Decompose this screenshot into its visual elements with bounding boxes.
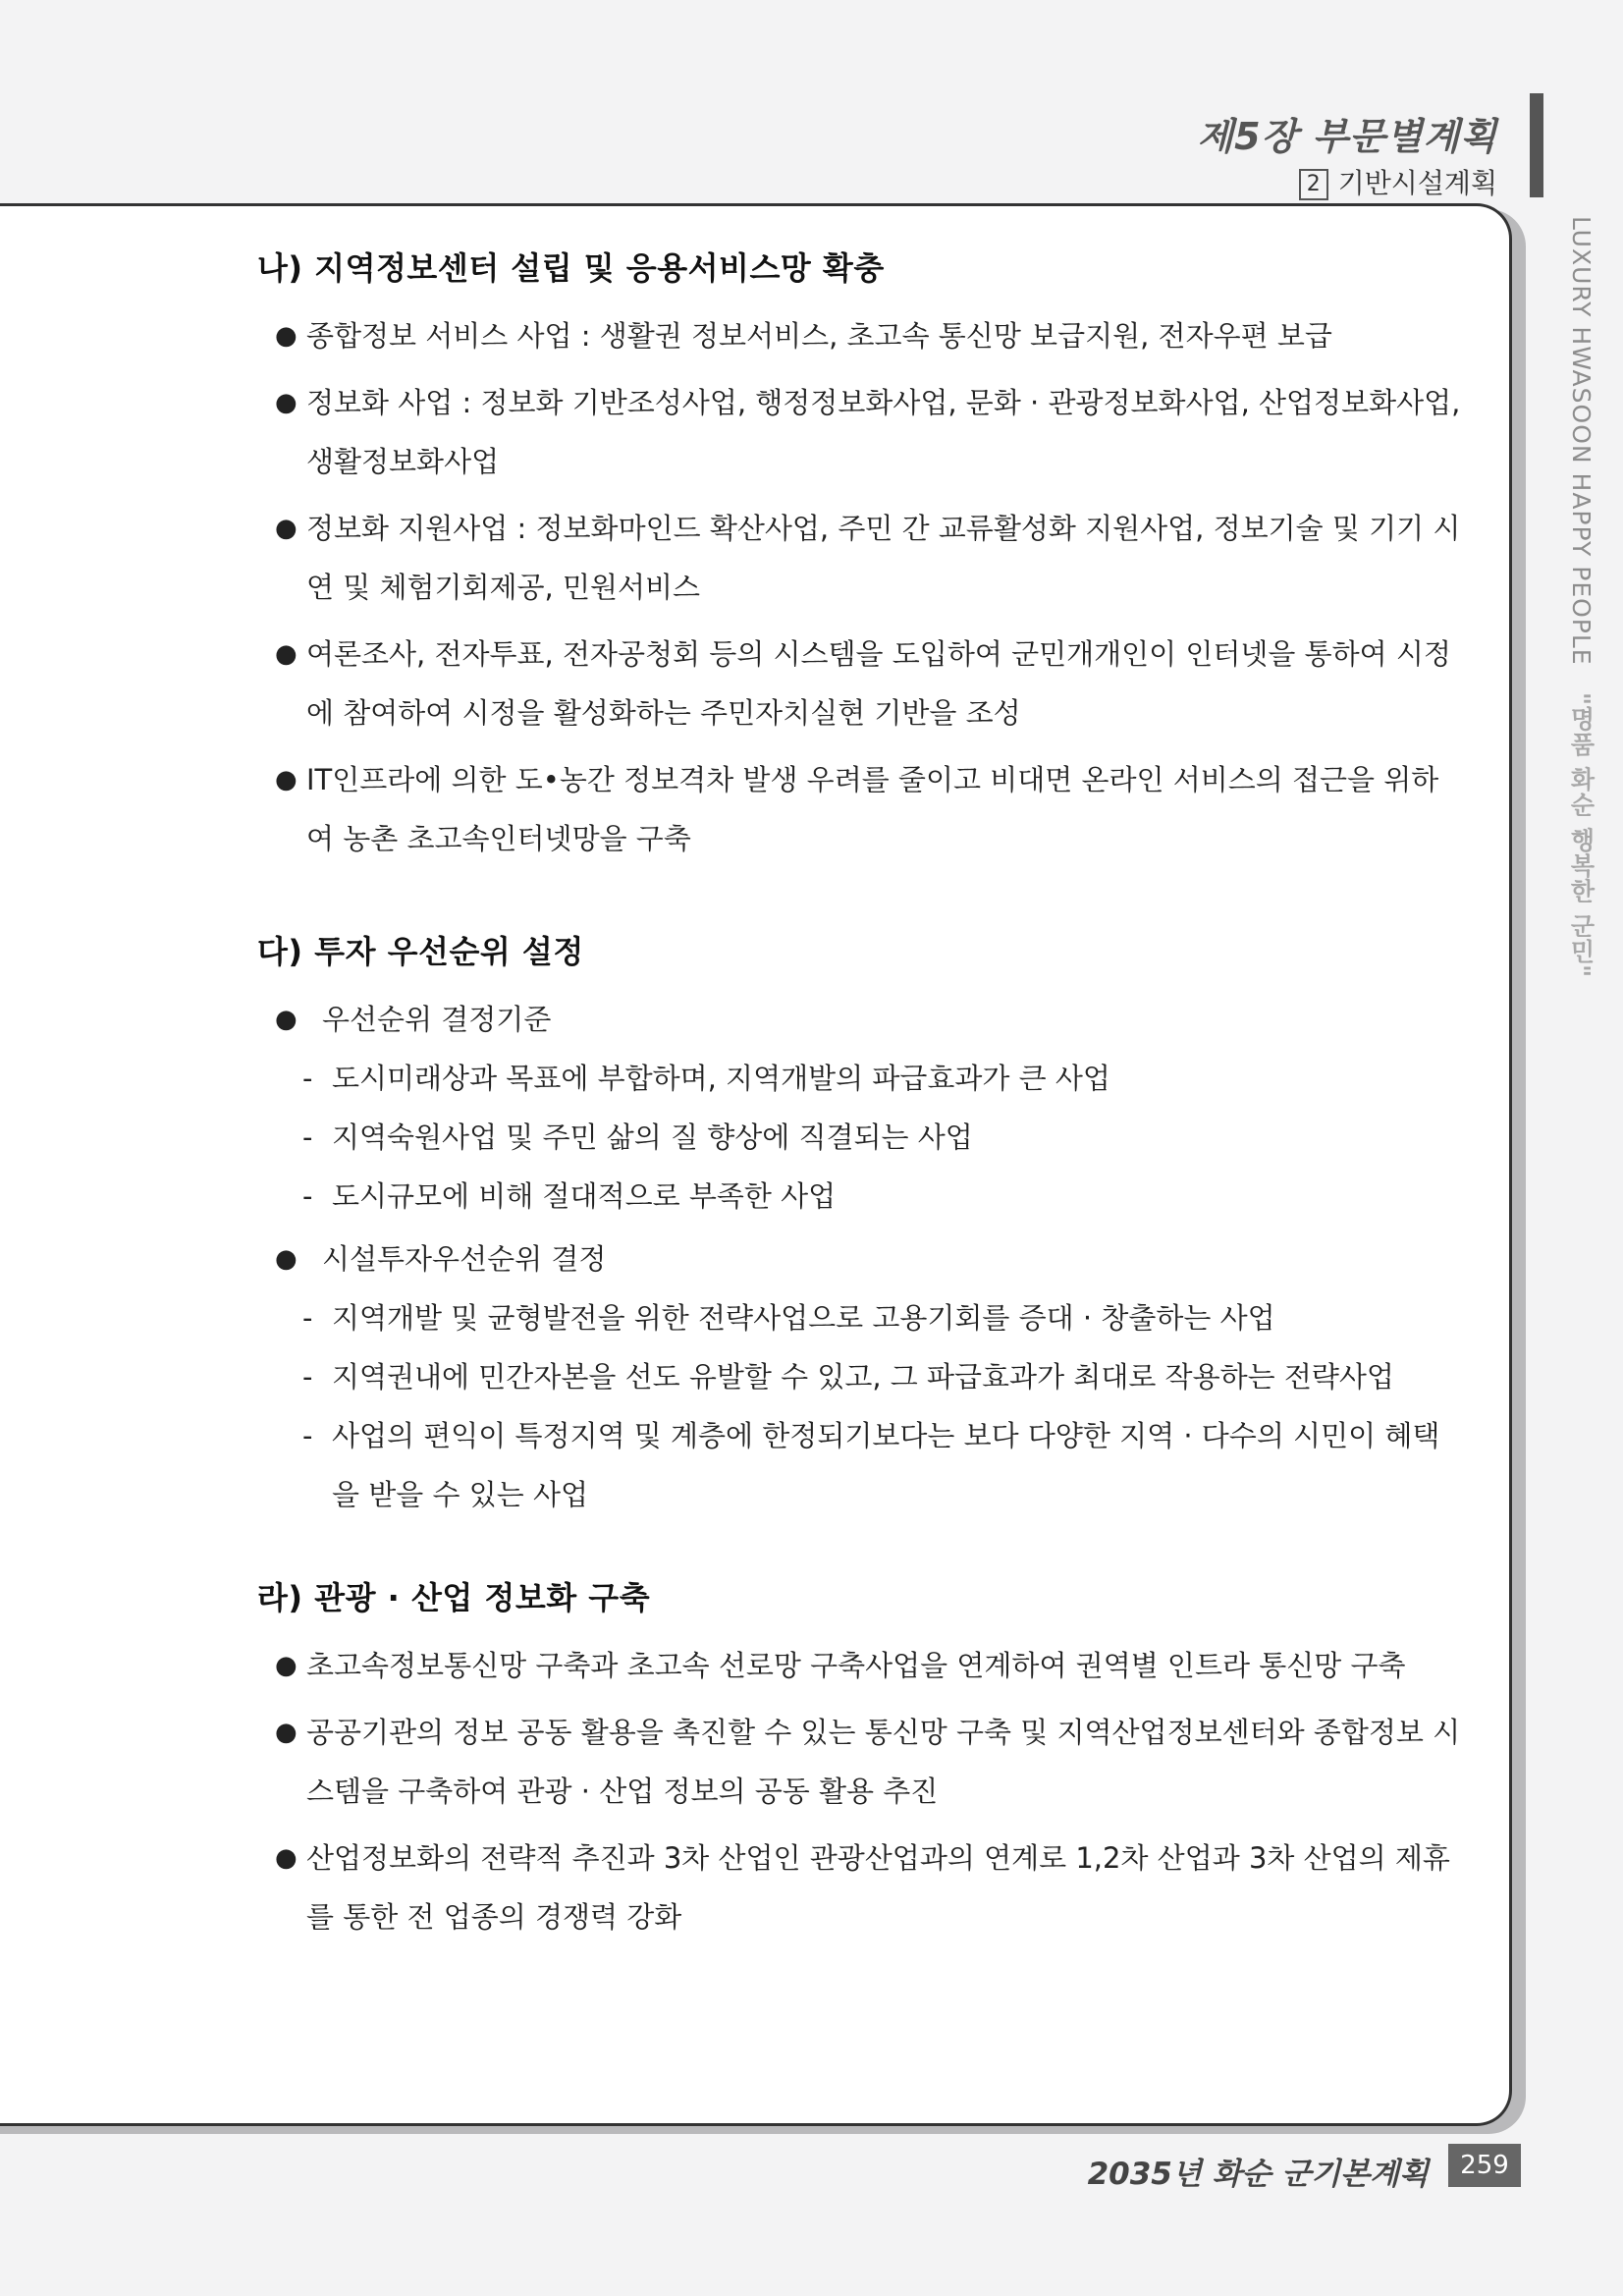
dash-icon: - xyxy=(302,1062,313,1095)
section-subtitle xyxy=(1299,162,1497,201)
facility-priority xyxy=(257,1230,1465,1524)
bullet-icon: ● xyxy=(275,514,298,543)
group-title-text: 우선순위 결정기준 xyxy=(322,1003,552,1036)
dash-item xyxy=(257,1108,1465,1167)
bullet-icon: ● xyxy=(275,765,298,794)
bullet-icon: ● xyxy=(275,1718,298,1747)
side-slogan-korean: "명품 화순 행복한 군민" xyxy=(1567,691,1596,978)
list-item-text: 초고속정보통신망 구축과 초고속 선로망 구축사업을 연계하여 권역별 인트라 통신망 구축 xyxy=(306,1649,1406,1682)
list-item xyxy=(257,306,1465,365)
dash-icon: - xyxy=(302,1360,313,1394)
list-item-text: IT인프라에 의한 도•농간 정보격차 발생 우려를 줄이고 비대면 온라인 서비스의 접근을 위하여 농촌 초고속인터넷망을 구축 xyxy=(306,763,1439,855)
group-title-text: 시설투자우선순위 결정 xyxy=(322,1242,607,1276)
section-investment-priority xyxy=(257,927,1465,1524)
section-tourism-industry xyxy=(257,1573,1465,1946)
dash-icon: - xyxy=(302,1419,313,1452)
section-info-center xyxy=(257,244,1465,868)
page-number: 259 xyxy=(1448,2144,1521,2187)
dash-item xyxy=(257,1347,1465,1406)
list-item-text: 여론조사, 전자투표, 전자공청회 등의 시스템을 도입하여 군민개개인이 인터넷을 통하여 시정에 참여하여 시정을 활성화하는 주민자치실현 기반을 조성 xyxy=(306,637,1451,730)
dash-item xyxy=(257,1406,1465,1524)
dash-item-text: 지역숙원사업 및 주민 삶의 질 향상에 직결되는 사업 xyxy=(332,1121,973,1154)
list-item xyxy=(257,1829,1465,1946)
chapter-title: 제5장 부문별계획 xyxy=(1197,115,1497,158)
side-slogan xyxy=(1559,216,1598,1070)
bullet-icon: ● xyxy=(275,321,298,351)
section-title: 기반시설계획 xyxy=(1337,167,1497,199)
bullet-icon: ● xyxy=(275,1651,298,1680)
section-number-box: 2 xyxy=(1299,169,1328,200)
main-content xyxy=(257,244,1465,1946)
bullet-icon: ● xyxy=(275,1843,298,1873)
dash-item-text: 사업의 편익이 특정지역 및 계층에 한정되기보다는 보다 다양한 지역 · 다수의 시민이 혜택을 받을 수 있는 사업 xyxy=(332,1419,1440,1511)
dash-item-text: 도시미래상과 목표에 부합하며, 지역개발의 파급효과가 큰 사업 xyxy=(332,1062,1110,1095)
header-accent-bar xyxy=(1530,93,1543,197)
list-item xyxy=(257,750,1465,868)
side-slogan-english: LUXURY HWASOON HAPPY PEOPLE xyxy=(1567,216,1596,666)
list-item xyxy=(257,1636,1465,1695)
bullet-icon: ● xyxy=(275,1244,298,1274)
list-item xyxy=(257,1703,1465,1821)
dash-item xyxy=(257,1288,1465,1347)
dash-icon: - xyxy=(302,1179,313,1213)
group-title xyxy=(257,1230,1465,1288)
dash-icon: - xyxy=(302,1121,313,1154)
bullet-icon: ● xyxy=(275,388,298,417)
bullet-list xyxy=(257,1636,1465,1946)
priority-criteria xyxy=(257,990,1465,1226)
dash-icon: - xyxy=(302,1301,313,1335)
list-item xyxy=(257,625,1465,742)
dash-item-text: 지역권내에 민간자본을 선도 유발할 수 있고, 그 파급효과가 최대로 작용하는 전략사업 xyxy=(332,1360,1394,1394)
list-item xyxy=(257,499,1465,617)
list-item-text: 정보화 지원사업 : 정보화마인드 확산사업, 주민 간 교류활성화 지원사업, 정보기술 및 기기 시연 및 체험기회제공, 민원서비스 xyxy=(306,512,1461,604)
list-item-text: 종합정보 서비스 사업 : 생활권 정보서비스, 초고속 통신망 보급지원, 전자우편 보급 xyxy=(306,319,1332,353)
section-heading: 나) 지역정보센터 설립 및 응용서비스망 확충 xyxy=(257,249,885,287)
list-item-text: 공공기관의 정보 공동 활용을 촉진할 수 있는 통신망 구축 및 지역산업정보센터와 종합정보 시스템을 구축하여 관광 · 산업 정보의 공동 활용 추진 xyxy=(306,1716,1461,1808)
dash-item xyxy=(257,1167,1465,1226)
section-heading: 다) 투자 우선순위 설정 xyxy=(257,933,584,970)
bullet-list xyxy=(257,306,1465,868)
list-item-text: 산업정보화의 전략적 추진과 3차 산업인 관광산업과의 연계로 1,2차 산업과 3차 산업의 제휴를 통한 전 업종의 경쟁력 강화 xyxy=(306,1841,1450,1934)
section-heading: 라) 관광 · 산업 정보화 구축 xyxy=(257,1579,651,1616)
list-item-text: 정보화 사업 : 정보화 기반조성사업, 행정정보화사업, 문화 · 관광정보화사업, 산업정보화사업, 생활정보화사업 xyxy=(306,386,1461,478)
list-item xyxy=(257,373,1465,491)
group-title xyxy=(257,990,1465,1049)
bullet-icon: ● xyxy=(275,639,298,669)
dash-item xyxy=(257,1049,1465,1108)
dash-item-text: 지역개발 및 균형발전을 위한 전략사업으로 고용기회를 증대 · 창출하는 사업 xyxy=(332,1301,1275,1335)
dash-item-text: 도시규모에 비해 절대적으로 부족한 사업 xyxy=(332,1179,837,1213)
footer-title: 2035년 화순 군기본계획 xyxy=(1087,2157,1429,2192)
bullet-icon: ● xyxy=(275,1005,298,1034)
